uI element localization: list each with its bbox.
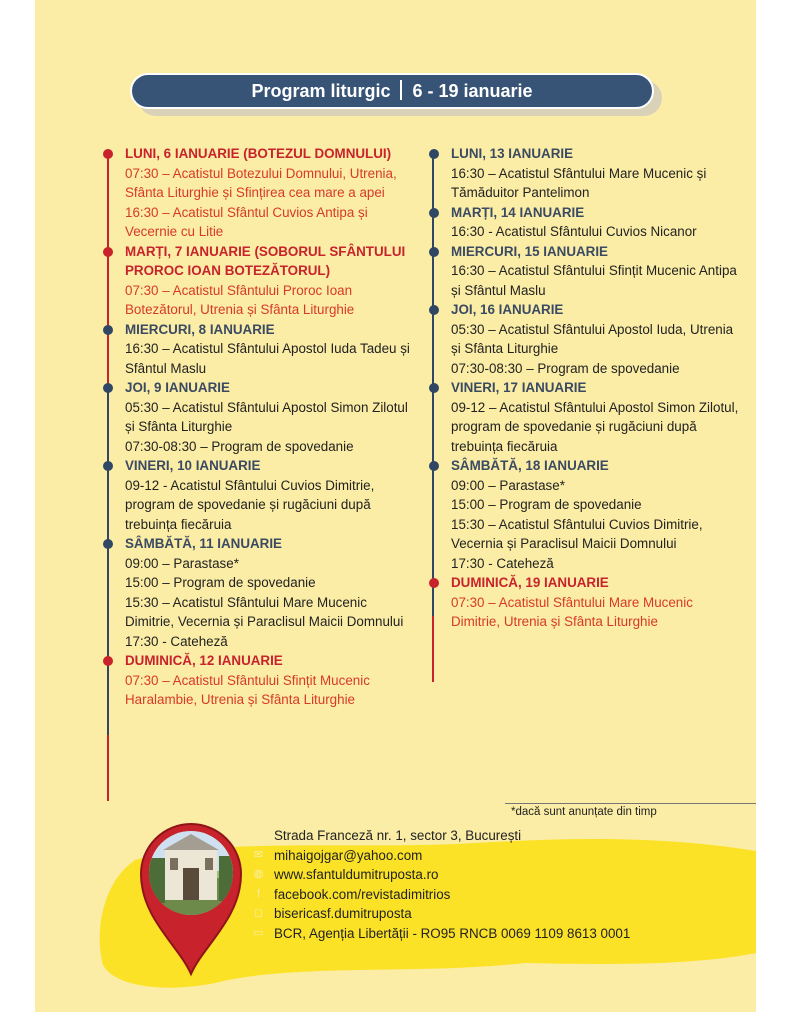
entry-line: 15:00 – Program de spovedanie [125, 575, 316, 590]
entry-line: 07:30 – Acatistul Botezului Domnului, Utrenia, Sfânta Liturghie și Sfințirea cea mare a apei [125, 165, 397, 200]
schedule-entry [451, 242, 741, 301]
entry-day: JOI, 9 IANUARIE [125, 380, 230, 395]
entry-day: MARȚI, 7 IANUARIE (SOBORUL SFÂNTULUI PROROC IOAN BOTEZĂTORUL) [125, 243, 406, 278]
schedule-entry [451, 456, 741, 573]
contact-row [252, 885, 630, 905]
schedule-entry [125, 534, 415, 651]
location-pin-photo [135, 818, 247, 978]
entry-day: DUMINICĂ, 19 IANUARIE [451, 575, 609, 590]
facebook-icon: f [256, 887, 261, 900]
contact-text: facebook.com/revistadimitrios [274, 886, 451, 902]
schedule-entry [451, 378, 741, 456]
contact-row [252, 826, 630, 846]
entry-line: 09:00 – Parastase* [125, 555, 239, 571]
entry-day: SÂMBĂTĂ, 18 IANUARIE [451, 458, 609, 473]
schedule-right-column [451, 144, 741, 632]
title-separator [400, 80, 402, 100]
entry-day: LUNI, 13 IANUARIE [451, 146, 574, 161]
entry-line: 16:30 - Acatistul Sfântului Cuvios Nicanor [451, 224, 697, 239]
contact-text: BCR, Agenția Libertății - RO95 RNCB 0069 1109 8613 0001 [274, 925, 631, 941]
schedule-entry [125, 378, 415, 456]
entry-line: 07:30 – Acatistul Sfântului Proroc Ioan Botezătorul, Utrenia și Sfânta Liturghie [125, 282, 355, 317]
contact-row [252, 865, 630, 885]
right-timeline-red [432, 616, 434, 682]
contact-row [252, 846, 630, 866]
title-left: Program liturgic [251, 81, 391, 101]
entry-line: 09-12 – Acatistul Sfântului Apostol Simon Zilotul, program de spovedanie și rugăciuni după trebuința fiecăruia [451, 399, 739, 454]
timeline-dot [429, 208, 439, 218]
schedule-entry [125, 242, 415, 320]
entry-line: 16:30 – Acatistul Sfântul Cuvios Antipa și Vecernie cu Litie [125, 204, 368, 239]
schedule-entry [125, 651, 415, 710]
entry-day: SÂMBĂTĂ, 11 IANUARIE [125, 536, 282, 551]
entry-line: 16:30 – Acatistul Sfântului Apostol Iuda Tadeu și Sfântul Maslu [125, 341, 410, 376]
left-timeline-red-bottom [107, 735, 109, 801]
contact-row [252, 924, 630, 944]
schedule-entry [125, 456, 415, 534]
timeline-dot [429, 247, 439, 257]
entry-line: 16:30 – Acatistul Sfântului Sfințit Mucenic Antipa și Sfântul Maslu [451, 263, 737, 298]
entry-line: 17:30 - Cateheză [451, 555, 554, 571]
footnote-rule [505, 803, 756, 804]
entry-line: 05:30 – Acatistul Sfântului Apostol Simon Zilotul și Sfânta Liturghie [125, 399, 408, 434]
footnote: *dacă sunt anunțate din timp [511, 806, 657, 818]
entry-line: 07:30 – Acatistul Sfântului Sfințit Mucenic Haralambie, Utrenia și Sfânta Liturghie [125, 672, 370, 707]
entry-day: MIERCURI, 8 IANUARIE [125, 321, 275, 337]
entry-line: 07:30 – Acatistul Sfântului Mare Mucenic Dimitrie, Utrenia și Sfânta Liturghie [451, 594, 693, 629]
entry-line: 15:30 – Acatistul Sfântului Mare Mucenic Dimitrie, Vecernia și Paraclisul Maicii Domnului [125, 594, 404, 629]
timeline-dot [103, 325, 113, 335]
timeline-dot [103, 461, 113, 471]
entry-line: 05:30 – Acatistul Sfântului Apostol Iuda, Utrenia și Sfânta Liturghie [451, 321, 734, 356]
schedule-entry [451, 144, 741, 203]
timeline-dot [429, 149, 439, 159]
left-timeline-navy [107, 390, 109, 735]
location-icon: ● [255, 829, 262, 841]
contact-text: Strada Franceză nr. 1, sector 3, București [274, 828, 522, 843]
entry-line: 07:30-08:30 – Program de spovedanie [451, 360, 680, 376]
schedule-entry [125, 144, 415, 242]
entry-line: 09-12 - Acatistul Sfântului Cuvios Dimitrie, program de spovedanie și rugăciuni după trebuința fiecăruia [125, 477, 375, 532]
entry-day: DUMINICĂ, 12 IANUARIE [125, 653, 283, 668]
entry-line: 17:30 - Cateheză [125, 633, 228, 649]
entry-line: 15:00 – Program de spovedanie [451, 497, 642, 512]
schedule-entry [451, 573, 741, 632]
timeline-dot [103, 656, 113, 666]
globe-icon: ◍ [253, 868, 264, 881]
email-icon: ✉ [253, 848, 264, 861]
schedule-entry [125, 320, 415, 379]
entry-day: JOI, 16 IANUARIE [451, 302, 564, 317]
entry-line: 15:30 – Acatistul Sfântului Cuvios Dimitrie, Vecernia și Paraclisul Maicii Domnului [451, 516, 703, 551]
entry-day: MARȚI, 14 IANUARIE [451, 204, 585, 220]
instagram-icon: ◻ [253, 907, 264, 920]
contact-text: bisericasf.dumitruposta [274, 906, 412, 922]
entry-line: 09:00 – Parastase* [451, 477, 565, 493]
timeline-dot [103, 539, 113, 549]
page-title [130, 73, 654, 109]
contact-info [252, 826, 630, 944]
timeline-dot [103, 383, 113, 393]
contact-row [252, 904, 630, 924]
entry-day: VINERI, 10 IANUARIE [125, 458, 261, 473]
contact-text: mihaigojgar@yahoo.com [274, 847, 423, 863]
timeline-dot [429, 305, 439, 315]
entry-day: MIERCURI, 15 IANUARIE [451, 243, 608, 259]
schedule-entry [451, 300, 741, 378]
entry-line: 16:30 – Acatistul Sfântului Mare Mucenic și Tămăduitor Pantelimon [451, 165, 707, 200]
timeline-dot [429, 461, 439, 471]
contact-text: www.sfantuldumitruposta.ro [274, 867, 439, 883]
entry-day: VINERI, 17 IANUARIE [451, 380, 587, 395]
left-timeline-red-top [107, 150, 109, 390]
timeline-dot [429, 578, 439, 588]
entry-day: LUNI, 6 IANUARIE (BOTEZUL DOMNULUI) [125, 146, 392, 161]
timeline-dot [103, 149, 113, 159]
schedule-entry [451, 203, 741, 242]
entry-line: 07:30-08:30 – Program de spovedanie [125, 438, 354, 454]
title-right: 6 - 19 ianuarie [412, 81, 533, 101]
schedule-left-column [125, 144, 415, 710]
timeline-dot [103, 247, 113, 257]
bank-icon: ▭ [253, 926, 264, 939]
timeline-dot [429, 383, 439, 393]
